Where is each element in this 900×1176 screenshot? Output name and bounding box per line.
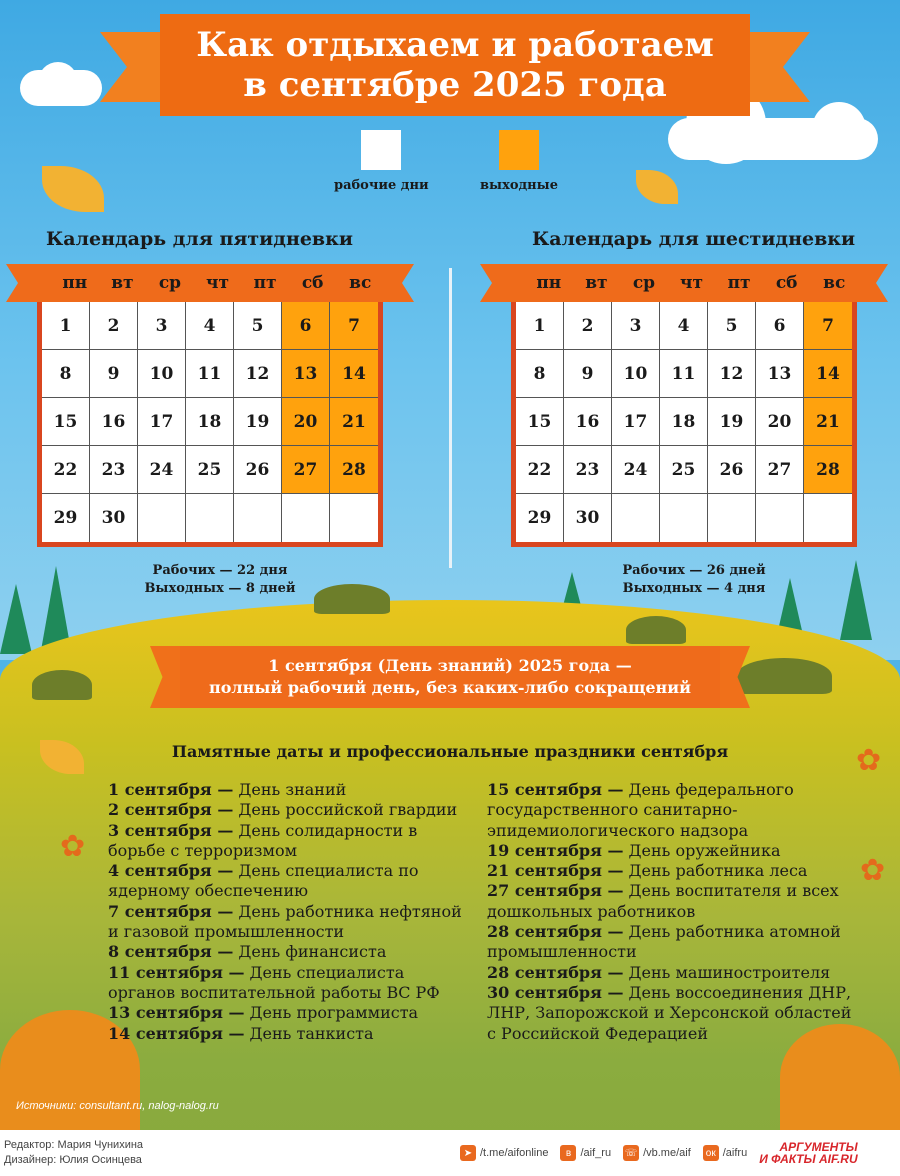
empty-cell bbox=[804, 494, 852, 542]
day-cell: 22 bbox=[42, 446, 90, 494]
notice-banner bbox=[150, 646, 750, 708]
empty-cell bbox=[282, 494, 330, 542]
odnoklassniki-icon: ок bbox=[703, 1145, 719, 1161]
day-cell: 4 bbox=[186, 302, 234, 350]
social-link[interactable] bbox=[460, 1145, 548, 1161]
holiday-name: День российской гвардии bbox=[233, 800, 458, 820]
day-cell: 27 bbox=[282, 446, 330, 494]
date-item bbox=[487, 983, 857, 1044]
date-item bbox=[487, 861, 857, 881]
social-link[interactable] bbox=[703, 1145, 747, 1161]
calendar-grid bbox=[511, 302, 857, 547]
social-link[interactable] bbox=[623, 1145, 691, 1161]
date-item bbox=[108, 942, 472, 962]
date-item bbox=[108, 821, 472, 862]
day-cell: 10 bbox=[138, 350, 186, 398]
holiday-name: День специалиста по ядерному обеспечению bbox=[108, 861, 419, 901]
calendar-six bbox=[480, 264, 888, 547]
day-cell: 11 bbox=[186, 350, 234, 398]
weekend-label: выходные bbox=[480, 178, 558, 193]
day-cell: 24 bbox=[612, 446, 660, 494]
day-cell: 6 bbox=[282, 302, 330, 350]
day-cell: 28 bbox=[330, 446, 378, 494]
date-label: 8 сентября — bbox=[108, 942, 234, 962]
designer-credit: Дизайнер: Юлия Осинцева bbox=[4, 1154, 142, 1166]
calendar-six-title: Календарь для шестидневки bbox=[532, 228, 856, 250]
day-cell: 16 bbox=[564, 398, 612, 446]
flower-decoration: ✿ bbox=[60, 829, 86, 864]
day-cell: 15 bbox=[516, 398, 564, 446]
social-links bbox=[460, 1145, 759, 1161]
date-label: 13 сентября — bbox=[108, 1003, 245, 1023]
date-label: 21 сентября — bbox=[487, 861, 624, 881]
date-item bbox=[487, 780, 857, 841]
empty-cell bbox=[660, 494, 708, 542]
credits bbox=[0, 1138, 460, 1168]
holiday-name: День танкиста bbox=[244, 1023, 374, 1043]
day-cell: 7 bbox=[804, 302, 852, 350]
date-item bbox=[108, 1003, 472, 1023]
divider bbox=[449, 268, 452, 568]
aif-logo[interactable] bbox=[759, 1141, 857, 1165]
day-cell: 23 bbox=[90, 446, 138, 494]
weekday-label: вс bbox=[823, 273, 846, 293]
tree bbox=[840, 560, 872, 640]
day-cell: 1 bbox=[516, 302, 564, 350]
working-days-count: Рабочих — 26 дней bbox=[622, 563, 766, 578]
day-cell: 8 bbox=[516, 350, 564, 398]
social-link-text: /vb.me/aif bbox=[643, 1147, 691, 1159]
weekday-header bbox=[510, 264, 858, 302]
dates-section-title: Памятные даты и профессиональные праздники сентября bbox=[171, 742, 729, 761]
weekday-header bbox=[36, 264, 384, 302]
holiday-name: День работника леса bbox=[623, 861, 808, 881]
day-cell: 21 bbox=[330, 398, 378, 446]
holiday-name: День оружейника bbox=[623, 840, 781, 860]
day-cell: 17 bbox=[612, 398, 660, 446]
date-item bbox=[487, 922, 857, 963]
day-cell: 15 bbox=[42, 398, 90, 446]
social-link-text: /aifru bbox=[722, 1147, 748, 1159]
day-cell: 29 bbox=[516, 494, 564, 542]
legend-weekend bbox=[480, 130, 558, 193]
day-cell: 25 bbox=[186, 446, 234, 494]
calendar-five bbox=[6, 264, 414, 547]
bush bbox=[32, 670, 92, 700]
tree bbox=[0, 584, 32, 654]
workday-swatch bbox=[361, 130, 401, 170]
social-link-text: /aif_ru bbox=[580, 1147, 612, 1159]
weekday-ribbon bbox=[480, 264, 888, 302]
flower-decoration: ✿ bbox=[860, 853, 886, 888]
dates-list-left bbox=[108, 780, 472, 1044]
notice-body bbox=[180, 646, 720, 708]
weekday-label: пт bbox=[727, 273, 751, 293]
day-cell: 20 bbox=[282, 398, 330, 446]
page-title-line1: Как отдыхаем и работаем bbox=[196, 25, 714, 65]
weekend-days-count: Выходных — 4 дня bbox=[622, 581, 766, 596]
date-label: 11 сентября — bbox=[108, 962, 245, 982]
day-cell: 23 bbox=[564, 446, 612, 494]
social-link[interactable] bbox=[560, 1145, 611, 1161]
weekday-label: пт bbox=[253, 273, 277, 293]
flower-decoration: ✿ bbox=[856, 743, 882, 778]
bush bbox=[736, 658, 832, 694]
weekday-label: ср bbox=[632, 273, 656, 293]
calendar-six-stats bbox=[584, 562, 804, 598]
viber-icon: ☏ bbox=[623, 1145, 639, 1161]
day-cell: 4 bbox=[660, 302, 708, 350]
brand-line1: АРГУМЕНТЫ bbox=[779, 1140, 858, 1154]
day-cell: 7 bbox=[330, 302, 378, 350]
date-label: 28 сентября — bbox=[487, 962, 624, 982]
workdays-label: рабочие дни bbox=[334, 178, 429, 193]
weekday-label: чт bbox=[680, 273, 704, 293]
day-cell: 22 bbox=[516, 446, 564, 494]
weekend-days-count: Выходных — 8 дней bbox=[144, 581, 296, 596]
weekday-label: вт bbox=[111, 273, 134, 293]
empty-cell bbox=[756, 494, 804, 542]
date-item bbox=[108, 1024, 472, 1044]
day-cell: 30 bbox=[564, 494, 612, 542]
holiday-name: День воссоединения ДНР, ЛНР, Запорожской и Херсонской областей с Российской Федерацией bbox=[487, 982, 852, 1043]
day-cell: 12 bbox=[234, 350, 282, 398]
date-label: 1 сентября — bbox=[108, 780, 234, 799]
date-item bbox=[108, 861, 472, 902]
day-cell: 17 bbox=[138, 398, 186, 446]
day-cell: 27 bbox=[756, 446, 804, 494]
day-cell: 9 bbox=[564, 350, 612, 398]
date-item bbox=[108, 780, 472, 800]
day-cell: 20 bbox=[756, 398, 804, 446]
date-label: 30 сентября — bbox=[487, 982, 624, 1002]
dates-list-right bbox=[487, 780, 857, 1044]
day-cell: 29 bbox=[42, 494, 90, 542]
day-cell: 8 bbox=[42, 350, 90, 398]
day-cell: 10 bbox=[612, 350, 660, 398]
weekday-ribbon bbox=[6, 264, 414, 302]
day-cell: 26 bbox=[708, 446, 756, 494]
cloud bbox=[812, 102, 866, 156]
date-label: 15 сентября — bbox=[487, 780, 624, 799]
day-cell: 21 bbox=[804, 398, 852, 446]
day-cell: 6 bbox=[756, 302, 804, 350]
date-label: 2 сентября — bbox=[108, 800, 234, 820]
weekday-label: вс bbox=[349, 273, 372, 293]
holiday-name: День работника нефтяной и газовой промышленности bbox=[108, 901, 462, 942]
sources-note: Источники: consultant.ru, nalog-nalog.ru bbox=[16, 1100, 219, 1112]
empty-cell bbox=[186, 494, 234, 542]
notice-line1: 1 сентября (День знаний) 2025 года — bbox=[268, 656, 632, 675]
weekend-swatch bbox=[499, 130, 539, 170]
calendar-grid bbox=[37, 302, 383, 547]
day-cell: 11 bbox=[660, 350, 708, 398]
date-label: 3 сентября — bbox=[108, 820, 234, 840]
holiday-name: День программиста bbox=[244, 1003, 419, 1023]
date-item bbox=[487, 881, 857, 922]
day-cell: 9 bbox=[90, 350, 138, 398]
day-cell: 18 bbox=[660, 398, 708, 446]
date-label: 19 сентября — bbox=[487, 840, 624, 860]
date-item bbox=[108, 902, 472, 943]
holiday-name: День машиностроителя bbox=[623, 962, 831, 982]
day-cell: 16 bbox=[90, 398, 138, 446]
date-item bbox=[108, 963, 472, 1004]
holiday-name: День работника атомной промышленности bbox=[487, 922, 841, 962]
brand-line2: И ФАКТЫ AIF.RU bbox=[759, 1152, 858, 1166]
editor-credit: Редактор: Мария Чунихина bbox=[4, 1139, 144, 1151]
empty-cell bbox=[612, 494, 660, 542]
working-days-count: Рабочих — 22 дня bbox=[152, 563, 288, 578]
day-cell: 1 bbox=[42, 302, 90, 350]
day-cell: 19 bbox=[708, 398, 756, 446]
date-item bbox=[487, 841, 857, 861]
weekday-label: сб bbox=[775, 273, 798, 293]
holiday-name: День воспитателя и всех дошкольных работников bbox=[487, 881, 839, 921]
day-cell: 25 bbox=[660, 446, 708, 494]
holiday-name: День финансиста bbox=[233, 942, 387, 962]
day-cell: 12 bbox=[708, 350, 756, 398]
date-item bbox=[487, 963, 857, 983]
day-cell: 2 bbox=[564, 302, 612, 350]
legend-workdays bbox=[334, 130, 429, 193]
day-cell: 28 bbox=[804, 446, 852, 494]
weekday-label: ср bbox=[158, 273, 182, 293]
date-label: 28 сентября — bbox=[487, 922, 624, 942]
weekday-label: вт bbox=[585, 273, 608, 293]
date-label: 4 сентября — bbox=[108, 861, 234, 881]
cloud bbox=[38, 62, 78, 102]
telegram-icon: ➤ bbox=[460, 1145, 476, 1161]
day-cell: 13 bbox=[282, 350, 330, 398]
date-label: 27 сентября — bbox=[487, 881, 624, 901]
footer bbox=[0, 1130, 900, 1176]
date-item bbox=[108, 800, 472, 820]
holiday-name: День специалиста органов воспитательной работы ВС РФ bbox=[108, 962, 440, 1002]
notice-line2: полный рабочий день, без каких-либо сокращений bbox=[209, 678, 691, 697]
bush bbox=[626, 616, 686, 644]
weekday-label: пн bbox=[536, 273, 562, 293]
day-cell: 3 bbox=[612, 302, 660, 350]
day-cell: 24 bbox=[138, 446, 186, 494]
day-cell: 5 bbox=[234, 302, 282, 350]
social-link-text: /t.me/aifonline bbox=[480, 1147, 549, 1159]
vk-icon: в bbox=[560, 1145, 576, 1161]
day-cell: 14 bbox=[330, 350, 378, 398]
weekday-label: сб bbox=[301, 273, 324, 293]
page-title-line2: в сентябре 2025 года bbox=[243, 65, 667, 105]
day-cell: 2 bbox=[90, 302, 138, 350]
title-banner bbox=[100, 14, 810, 116]
weekday-label: чт bbox=[206, 273, 230, 293]
day-cell: 30 bbox=[90, 494, 138, 542]
day-cell: 26 bbox=[234, 446, 282, 494]
date-label: 14 сентября — bbox=[108, 1023, 245, 1043]
title-body bbox=[160, 14, 750, 116]
empty-cell bbox=[708, 494, 756, 542]
empty-cell bbox=[330, 494, 378, 542]
calendar-five-stats bbox=[110, 562, 330, 598]
day-cell: 5 bbox=[708, 302, 756, 350]
holiday-name: День федерального государственного санитарно-эпидемиологического надзора bbox=[487, 780, 794, 840]
day-cell: 13 bbox=[756, 350, 804, 398]
day-cell: 19 bbox=[234, 398, 282, 446]
weekday-label: пн bbox=[62, 273, 88, 293]
empty-cell bbox=[234, 494, 282, 542]
date-label: 7 сентября — bbox=[108, 901, 234, 921]
day-cell: 14 bbox=[804, 350, 852, 398]
day-cell: 18 bbox=[186, 398, 234, 446]
holiday-name: День знаний bbox=[233, 780, 347, 799]
day-cell: 3 bbox=[138, 302, 186, 350]
calendar-five-title: Календарь для пятидневки bbox=[46, 228, 353, 250]
holiday-name: День солидарности в борьбе с терроризмом bbox=[108, 820, 418, 860]
empty-cell bbox=[138, 494, 186, 542]
